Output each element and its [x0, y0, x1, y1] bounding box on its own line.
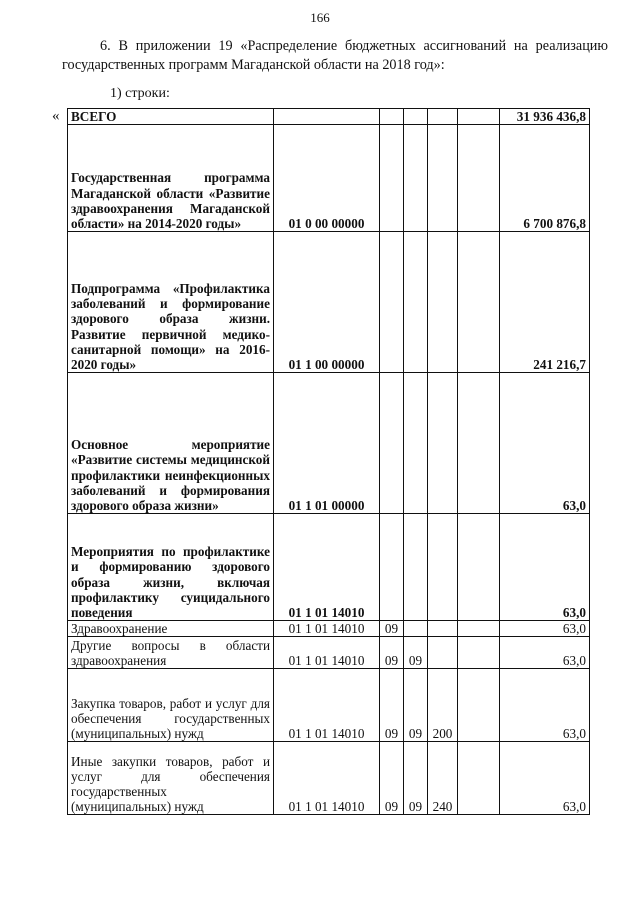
- table-row: [68, 232, 590, 373]
- row-code-cell: 01 1 01 14010: [274, 669, 380, 742]
- row-name-cell: Основное мероприятие «Развитие системы медицинской профилактики неинфекционных заболеваний и формирования здорового образа жизни»: [68, 373, 274, 514]
- row-podrazdel-cell: [404, 373, 428, 514]
- row-podrazdel-cell: [404, 514, 428, 621]
- row-vid-cell: 200: [428, 669, 458, 742]
- row-razdel-cell: 09: [380, 669, 404, 742]
- table-body: [68, 109, 590, 815]
- row-empty-cell: [458, 109, 500, 125]
- row-name-cell: Здравоохранение: [68, 621, 274, 637]
- row-name-cell: Подпрограмма «Профилактика заболеваний и формирование здорового образа жизни. Развитие первичной медико-санитарной помощи» на 2016-2020 годы»: [68, 232, 274, 373]
- row-name-cell: ВСЕГО: [68, 109, 274, 125]
- row-podrazdel-cell: 09: [404, 742, 428, 815]
- row-code-cell: 01 0 00 00000: [274, 125, 380, 232]
- row-name-cell: Мероприятия по профилактике и формированию здорового образа жизни, включая профилактику суицидального поведения: [68, 514, 274, 621]
- table-row: [68, 742, 590, 815]
- row-amount-cell: 63,0: [500, 742, 590, 815]
- row-code-cell: 01 1 00 00000: [274, 232, 380, 373]
- row-code-cell: [274, 109, 380, 125]
- row-empty-cell: [458, 621, 500, 637]
- row-amount-cell: 241 216,7: [500, 232, 590, 373]
- row-razdel-cell: [380, 125, 404, 232]
- row-amount-cell: 63,0: [500, 621, 590, 637]
- row-razdel-cell: 09: [380, 621, 404, 637]
- row-empty-cell: [458, 125, 500, 232]
- row-code-cell: 01 1 01 14010: [274, 742, 380, 815]
- row-code-cell: 01 1 01 00000: [274, 373, 380, 514]
- row-empty-cell: [458, 637, 500, 669]
- row-amount-cell: 6 700 876,8: [500, 125, 590, 232]
- row-vid-cell: [428, 109, 458, 125]
- row-podrazdel-cell: [404, 232, 428, 373]
- row-empty-cell: [458, 373, 500, 514]
- row-podrazdel-cell: 09: [404, 669, 428, 742]
- open-quote: «: [52, 108, 60, 124]
- row-razdel-cell: [380, 373, 404, 514]
- row-code-cell: 01 1 01 14010: [274, 621, 380, 637]
- table-row: [68, 125, 590, 232]
- row-empty-cell: [458, 232, 500, 373]
- row-vid-cell: 240: [428, 742, 458, 815]
- row-amount-cell: 63,0: [500, 373, 590, 514]
- table-row: [68, 109, 590, 125]
- row-code-cell: 01 1 01 14010: [274, 637, 380, 669]
- intro-text: 6. В приложении 19 «Распределение бюджетных ассигнований на реализацию государственных программ Магаданской области на 2018 год»:: [62, 38, 608, 73]
- row-empty-cell: [458, 669, 500, 742]
- row-podrazdel-cell: [404, 125, 428, 232]
- row-empty-cell: [458, 514, 500, 621]
- table-row: [68, 669, 590, 742]
- row-amount-cell: 63,0: [500, 514, 590, 621]
- budget-table: [67, 108, 590, 815]
- row-vid-cell: [428, 125, 458, 232]
- table-row: [68, 637, 590, 669]
- page-number: 166: [310, 10, 330, 25]
- row-vid-cell: [428, 373, 458, 514]
- row-empty-cell: [458, 742, 500, 815]
- row-amount-cell: 63,0: [500, 669, 590, 742]
- row-amount-cell: 31 936 436,8: [500, 109, 590, 125]
- row-name-cell: Иные закупки товаров, работ и услуг для обеспечения государственных (муниципальных) нужд: [68, 742, 274, 815]
- row-vid-cell: [428, 514, 458, 621]
- row-name-cell: Государственная программа Магаданской области «Развитие здравоохранения Магаданской области» на 2014-2020 годы»: [68, 125, 274, 232]
- row-name-cell: Закупка товаров, работ и услуг для обеспечения государственных (муниципальных) нужд: [68, 669, 274, 742]
- row-vid-cell: [428, 232, 458, 373]
- row-vid-cell: [428, 637, 458, 669]
- row-razdel-cell: 09: [380, 742, 404, 815]
- intro-paragraph: [62, 37, 608, 75]
- row-razdel-cell: [380, 232, 404, 373]
- row-podrazdel-cell: [404, 109, 428, 125]
- row-vid-cell: [428, 621, 458, 637]
- table-row: [68, 621, 590, 637]
- row-code-cell: 01 1 01 14010: [274, 514, 380, 621]
- row-amount-cell: 63,0: [500, 637, 590, 669]
- table-row: [68, 373, 590, 514]
- row-razdel-cell: [380, 109, 404, 125]
- row-podrazdel-cell: [404, 621, 428, 637]
- row-name-cell: Другие вопросы в области здравоохранения: [68, 637, 274, 669]
- table-row: [68, 514, 590, 621]
- row-razdel-cell: 09: [380, 637, 404, 669]
- row-razdel-cell: [380, 514, 404, 621]
- subitem-label: 1) строки:: [110, 86, 170, 101]
- row-podrazdel-cell: 09: [404, 637, 428, 669]
